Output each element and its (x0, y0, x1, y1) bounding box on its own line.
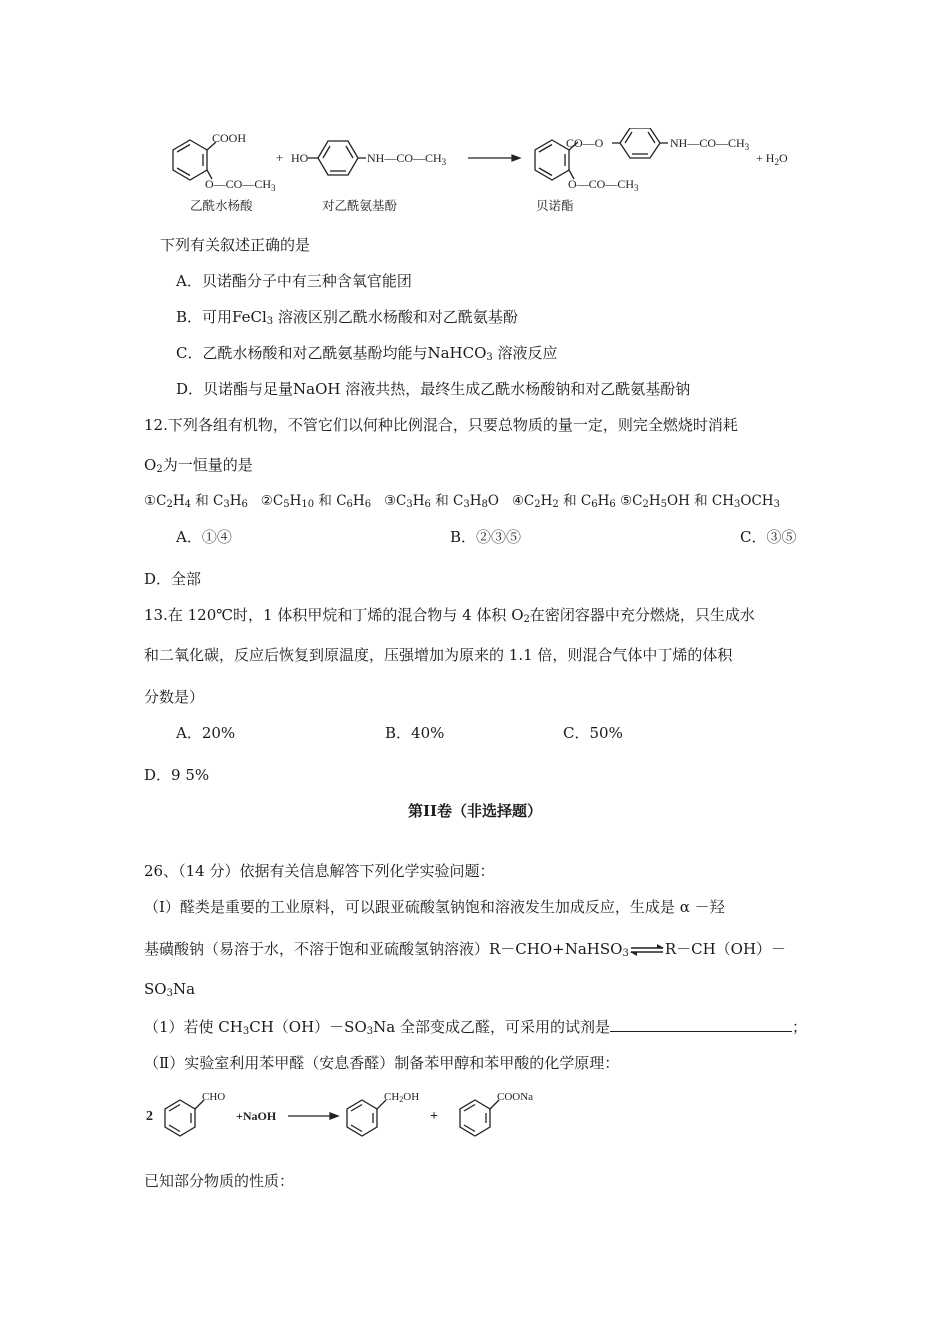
benzene-ring-4 (612, 128, 668, 158)
q11-option-a: A．贝诺酯分子中有三种含氧官能团 (176, 272, 412, 290)
q11-stem: 下列有关叙述正确的是 (160, 236, 311, 254)
q13-option-b: B．40% (385, 724, 445, 742)
q11-option-d: D．贝诺酯与足量NaOH 溶液共热，最终生成乙酰水杨酸钠和对乙酰氨基酚钠 (176, 380, 691, 398)
ester-label: CO—O (566, 136, 604, 150)
q26-part1-line1: （Ⅰ）醛类是重要的工业原料，可以跟亚硫酸氢钠饱和溶液发生加成反应，生成是 α －羟 (144, 898, 725, 916)
coona-label: COONa (497, 1091, 534, 1103)
q12-compound-groups: $①C_2H_4$ 和 $C_3H_6$ $②C_5H_{10}$ 和 $C_6H_6$ $③C_3H_6$ 和 $C_3H_8O$ $④C_2H_2$ 和 $C_6H_6$ $⑤C_2H_5OH$ 和 $CH_3OCH_3$ (144, 493, 780, 510)
acetamido-label-1: $NH—CO—CH_3$ (367, 151, 447, 167)
ho-label: HO (291, 151, 309, 165)
q26-part1-line2: 基磺酸钠（易溶于水，不溶于饱和亚硫酸氢钠溶液）R－CHO+NaHSO$_3$ R－CH（OH）－ (144, 940, 787, 959)
q11-option-c: C．乙酰水杨酸和对乙酰氨基酚均能与NaHCO$_3$ 溶液反应 (176, 344, 558, 363)
q26-subquestion-1: （1）若使 $CH_3CH(OH)-SO_3Na$ 全部变成乙醛，可采用的试剂是 ； (144, 1018, 807, 1037)
benzyl-alcohol-ring (347, 1100, 386, 1136)
acetoxy-label-2: $O—CO—CH_3$ (568, 177, 639, 193)
q26-part2-line: （Ⅱ）实验室利用苯甲醛（安息香醛）制备苯甲醇和苯甲酸的化学原理： (144, 1054, 620, 1072)
caption-acetamidophenol: 对乙酰氨基酚 (322, 199, 398, 213)
plus-sign-2: + (430, 1109, 438, 1124)
q13-stem-line2: 和二氧化碳，反应后恢复到原温度，压强增加为原来的 1.1 倍，则混合气体中丁烯的体积 (144, 646, 733, 664)
q12-option-d: D．全部 (144, 570, 202, 588)
q12-option-a: A．①④ (176, 528, 232, 546)
q13-option-a: A．20% (176, 724, 236, 742)
q13-option-c: C．50% (563, 724, 623, 742)
benzaldehyde-ring (165, 1100, 204, 1136)
acetamido-label-2: $NH—CO—CH_3$ (670, 136, 750, 152)
caption-acetylsalicylic-acid: 乙酰水杨酸 (190, 199, 253, 213)
q12-option-b: B．②③⑤ (450, 528, 522, 546)
q12-stem-line1: 12.下列各组有机物，不管它们以何种比例混合，只要总物质的量一定，则完全燃烧时消耗 (144, 416, 738, 434)
q26-part1-line3: $SO_3Na$ (144, 980, 196, 999)
q13-option-d: D．9 5% (144, 766, 210, 784)
plus-sign-1: + (276, 150, 284, 165)
acetoxy-label-1: $O—CO—CH_3$ (205, 177, 276, 193)
cooh-label: COOH (212, 131, 247, 145)
benzene-ring-2 (308, 141, 366, 175)
answer-blank[interactable] (610, 1019, 792, 1032)
sodium-benzoate-ring (460, 1100, 499, 1136)
naoh-label: +NaOH (236, 1109, 277, 1123)
q12-stem-line2: $O_2$为一恒量的是 (144, 456, 253, 475)
q11-option-b: B．可用FeCl$_3$ 溶液区别乙酰水杨酸和对乙酰氨基酚 (176, 308, 518, 327)
cho-label: CHO (202, 1091, 226, 1103)
q26-head: 26、（14 分）依据有关信息解答下列化学实验问题： (144, 862, 495, 880)
reaction-arrow (468, 155, 520, 161)
caption-benorilate: 贝诺酯 (536, 199, 574, 213)
reaction-arrow-2 (288, 1113, 338, 1119)
equilibrium-arrow (629, 943, 665, 957)
q12-option-c: C．③⑤ (740, 528, 797, 546)
section-title: 第II卷（非选择题） (407, 802, 543, 820)
benzene-ring-1 (173, 140, 216, 180)
q13-stem-line3: 分数是） (144, 688, 205, 706)
cannizzaro-reaction-scheme (140, 1086, 560, 1144)
water-product: + $H_2O$ (756, 151, 788, 167)
reaction-coefficient: 2 (146, 1109, 153, 1124)
q13-stem-line1: 13.在 120℃时，1 体积甲烷和丁烯的混合物与 4 体积 $O_2$在密闭容器中充分燃烧，只生成水 (144, 606, 755, 625)
benorilate-reaction-scheme (150, 128, 800, 218)
q26-properties-intro: 已知部分物质的性质： (144, 1172, 295, 1190)
ch2oh-label: CH2OH (384, 1091, 420, 1104)
